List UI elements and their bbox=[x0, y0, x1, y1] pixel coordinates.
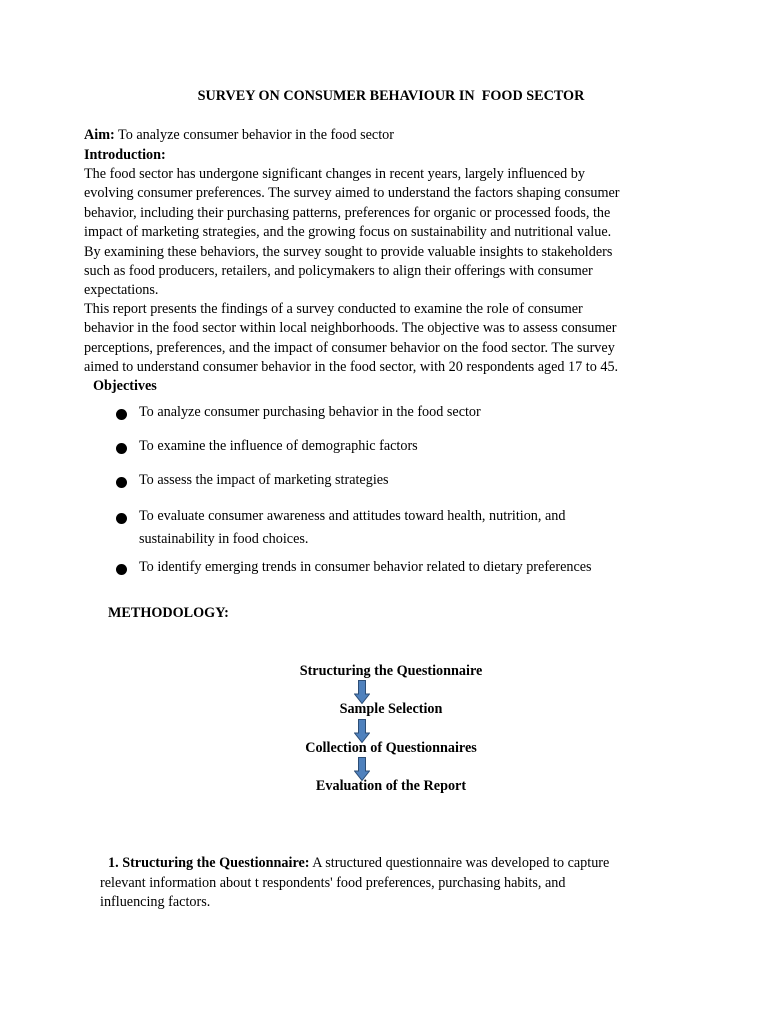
bullet-icon bbox=[116, 477, 127, 488]
introduction-heading: Introduction: bbox=[84, 147, 166, 163]
bullet-icon bbox=[116, 409, 127, 420]
aim-text: To analyze consumer behavior in the food sector bbox=[114, 127, 394, 143]
document-title: SURVEY ON CONSUMER BEHAVIOUR IN FOOD SECTOR bbox=[197, 88, 585, 104]
paragraph-line: aimed to understand consumer behavior in the food sector, with 20 respondents aged 17 to 45. bbox=[84, 359, 619, 376]
paragraph-line: such as food producers, retailers, and policymakers to align their offerings with consumer bbox=[84, 263, 593, 280]
objective-text: To analyze consumer purchasing behavior in the food sector bbox=[139, 404, 481, 420]
objective-text-line: sustainability in food choices. bbox=[139, 531, 309, 547]
introduction-paragraph-2 bbox=[84, 300, 684, 378]
introduction-paragraph-1 bbox=[84, 165, 684, 301]
paragraph-line: evolving consumer preferences. The survey aimed to understand the factors shaping consumer bbox=[84, 185, 620, 202]
paragraph-line: This report presents the findings of a survey conducted to examine the role of consumer bbox=[84, 301, 583, 317]
paragraph-line: expectations. bbox=[84, 282, 159, 299]
flow-step-collection: Collection of Questionnaires bbox=[305, 740, 477, 756]
flow-step-evaluation: Evaluation of the Report bbox=[315, 778, 467, 794]
paragraph-line: perceptions, preferences, and the impact of consumer behavior on the food sector. The survey bbox=[84, 339, 615, 356]
objective-text: To identify emerging trends in consumer behavior related to dietary preferences bbox=[139, 559, 592, 575]
aim-label: Aim: bbox=[84, 127, 115, 143]
paragraph-line: behavior in the food sector within local neighborhoods. The objective was to assess consumer bbox=[84, 320, 617, 337]
section-text: A structured questionnaire was developed to capture bbox=[309, 855, 610, 871]
aim-line bbox=[84, 126, 394, 145]
paragraph-line: By examining these behaviors, the survey sought to provide valuable insights to stakeholders bbox=[84, 243, 613, 260]
paragraph-line: The food sector has undergone significant changes in recent years, largely influenced by bbox=[84, 166, 585, 182]
objective-text: To examine the influence of demographic factors bbox=[139, 438, 418, 454]
methodology-heading: METHODOLOGY: bbox=[108, 605, 229, 621]
section-text-line: relevant information about t respondents' food preferences, purchasing habits, and bbox=[100, 874, 566, 891]
bullet-icon bbox=[116, 513, 127, 524]
bullet-icon bbox=[116, 564, 127, 575]
objective-text-line: To evaluate consumer awareness and attitudes toward health, nutrition, and bbox=[139, 508, 566, 524]
section-structuring-questionnaire bbox=[100, 854, 680, 913]
section-label: 1. Structuring the Questionnaire: bbox=[108, 855, 310, 871]
section-first-line bbox=[100, 854, 680, 874]
objectives-heading: Objectives bbox=[93, 378, 157, 394]
bullet-icon bbox=[116, 443, 127, 454]
section-text-line: influencing factors. bbox=[100, 894, 211, 911]
flow-step-structuring: Structuring the Questionnaire bbox=[299, 663, 483, 679]
paragraph-line: behavior, including their purchasing patterns, preferences for organic or processed foods, the bbox=[84, 204, 611, 221]
objective-text bbox=[139, 505, 565, 551]
paragraph-line: impact of marketing strategies, and the growing focus on sustainability and nutritional value. bbox=[84, 224, 612, 241]
flow-step-sample-selection: Sample Selection bbox=[339, 701, 443, 717]
objective-text: To assess the impact of marketing strategies bbox=[139, 472, 389, 488]
